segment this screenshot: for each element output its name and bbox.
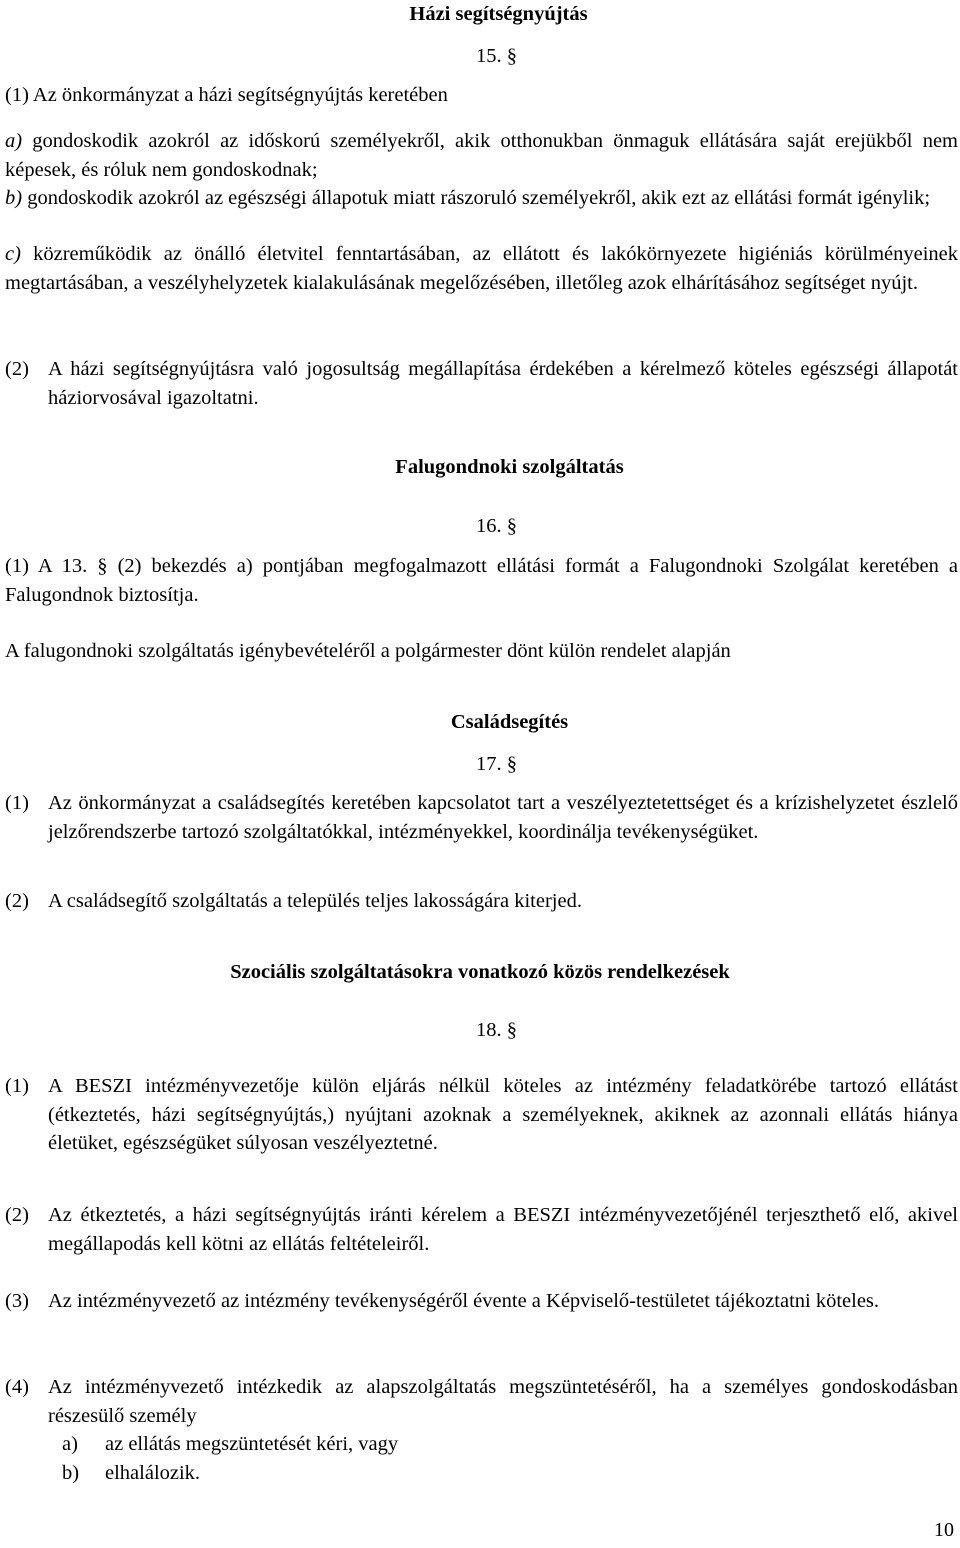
paragraph-number: (2) [5,890,29,912]
paragraph-text: A házi segítségnyújtásra való jogosultság megállapítása érdekében a kérelmező köteles egészségi állapotát háziorvosával igazoltatni. [48,358,958,409]
item-text: gondoskodik azokról az időskorú személyekről, akik otthonukban önmaguk ellátására saját erejükből nem képesek, és róluk nem gondoskodnak; [5,130,958,181]
item-letter: a) [5,130,23,152]
section-15-intro: (1) Az önkormányzat a házi segítségnyújtás keretében [5,84,448,106]
paragraph-text: Az intézményvezető intézkedik az alapszolgáltatás megszüntetéséről, ha a személyes gondoskodásban részesülő személy [48,1376,958,1427]
item-text: gondoskodik azokról az egészségi állapotuk miatt rászoruló személyekről, akik ezt az ellátási formát igénylik; [27,187,931,209]
section-15-item-c [5,240,958,297]
paragraph-number: (4) [5,1376,29,1398]
paragraph-text: Az önkormányzat a családsegítés keretében kapcsolatot tart a veszélyeztetettséget és a krízishelyzetet észlelő jelzőrendszerbe tartozó szolgáltatókkal, intézményekkel, koordinálja tevékenységüket. [48,792,958,843]
section-18-number: 18. § [476,1019,517,1041]
paragraph-number: (3) [5,1290,29,1312]
item-letter: c) [5,243,21,265]
item-letter: a) [62,1433,78,1455]
section-16-paragraph-2: A falugondnoki szolgáltatás igénybevételéről a polgármester dönt külön rendelet alapján [5,640,731,662]
page-number: 10 [934,1519,954,1541]
section-18-item-a [62,1430,398,1459]
section-16-title: Falugondnoki szolgáltatás [395,456,624,478]
section-16-paragraph-1: (1) A 13. § (2) bekezdés a) pontjában megfogalmazott ellátási formát a Falugondnoki Szolgálat keretében a Falugondnok biztosítja. [5,555,958,606]
paragraph-text: Az intézményvezető az intézmény tevékenységéről évente a Képviselő-testületet tájékoztatni köteles. [48,1290,880,1312]
paragraph-number: (1) [5,1075,29,1097]
paragraph-text: A családsegítő szolgáltatás a település teljes lakosságára kiterjed. [48,890,582,912]
section-15-item-b [5,184,958,213]
paragraph-number: (1) [5,792,29,814]
item-letter: b) [5,187,23,209]
item-text: közreműködik az önálló életvitel fenntartásában, az ellátott és lakókörnyezete higiéniás körülményeinek megtartásában, a veszélyhelyzetek kialakulásának megelőzésében, illetőleg azok elhárításához segítséget nyújt. [5,243,959,294]
section-17-title: Családsegítés [450,711,569,733]
section-18-title: Szociális szolgáltatásokra vonatkozó közös rendelkezések [230,961,730,983]
section-17-number: 17. § [476,753,517,775]
paragraph-number: (2) [5,358,29,380]
section-15-item-a [5,127,958,184]
item-letter: b) [62,1462,80,1484]
item-text: az ellátás megszüntetését kéri, vagy [105,1433,399,1455]
paragraph-number: (2) [5,1204,29,1226]
section-15-number: 15. § [476,45,517,67]
section-15-title: Házi segítségnyújtás [409,3,588,25]
paragraph-text: A BESZI intézményvezetője külön eljárás nélkül köteles az intézmény feladatkörébe tartozó ellátást (étkeztetés, házi segítségnyújtás,) nyújtani azoknak a személyeknek, akiknek az azonnali ellátás hiánya életüket, egészségüket súlyosan veszélyeztetné. [48,1075,958,1154]
item-text: elhalálozik. [105,1462,201,1484]
section-18-item-b [62,1459,200,1488]
section-16-number: 16. § [476,515,517,537]
paragraph-text: Az étkeztetés, a házi segítségnyújtás iránti kérelem a BESZI intézményvezetőjénél terjeszthető elő, akivel megállapodás kell kötni az ellátás feltételeiről. [48,1204,958,1255]
